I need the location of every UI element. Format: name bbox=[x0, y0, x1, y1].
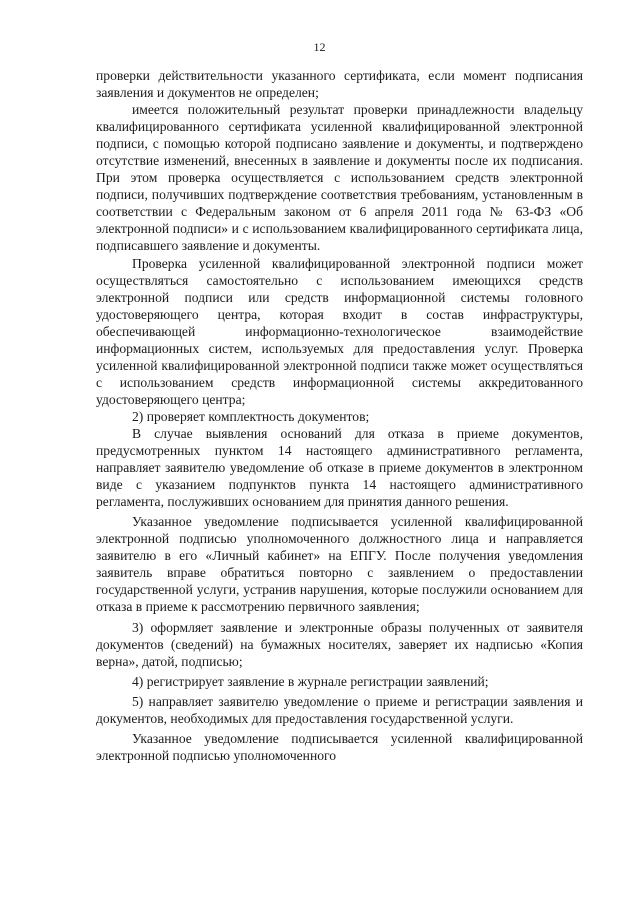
paragraph-refusal-grounds: В случае выявления оснований для отказа в приеме документов, предусмотренных пунктом 14 настоящего административного регламента, направляет заявителю уведомление об отказе в приеме документов в электронном виде с указанием подпунктов пункта 14 настоящего административного регламента, послуживших основанием для принятия данного решения. bbox=[96, 425, 583, 510]
document-body bbox=[96, 67, 583, 764]
paragraph-notification-signed-2: Указанное уведомление подписывается усиленной квалифицированной электронной подписью уполномоченного bbox=[96, 730, 583, 763]
list-item-5: 5) направляет заявителю уведомление о приеме и регистрации заявления и документов, необходимых для предоставления государственной услуги. bbox=[96, 693, 583, 726]
list-item-3: 3) оформляет заявление и электронные образы полученных от заявителя документов (сведений) на бумажных носителях, заверяет их надписью «Копия верна», датой, подписью; bbox=[96, 619, 583, 669]
paragraph-signature-verification: Проверка усиленной квалифицированной электронной подписи может осуществляться самостоятельно с использованием имеющихся средств электронной подписи или средств информационной системы головного удостоверяющего центра, которая входит в состав инфраструктуры, обеспечивающей информационно-технологическое взаимодействие информационных систем, используемых для предоставления услуг. Проверка усиленной квалифицированной электронной подписи также может осуществляться с использованием средств информационной системы аккредитованного удостоверяющего центра; bbox=[96, 255, 583, 407]
paragraph-certificate-validity: проверки действительности указанного сертификата, если момент подписания заявления и документов не определен; bbox=[96, 68, 583, 101]
paragraph-notification-signed: Указанное уведомление подписывается усиленной квалифицированной электронной подписью уполномоченного должностного лица и направляется заявителю в его «Личный кабинет» на ЕПГУ. После получения уведомления заявитель вправе обратиться повторно с заявлением о предоставлении государственной услуги, устранив нарушения, которые послужили основанием для отказа в приеме к рассмотрению первичного заявления; bbox=[96, 514, 583, 615]
list-item-4: 4) регистрирует заявление в журнале регистрации заявлений; bbox=[132, 673, 489, 689]
list-item-2: 2) проверяет комплектность документов; bbox=[132, 408, 370, 424]
page-number: 12 bbox=[313, 40, 326, 54]
paragraph-positive-check: имеется положительный результат проверки принадлежности владельцу квалифицированного сертификата усиленной квалифицированной электронной подписи, с помощью которой подписано заявление и документы, и подтверждено отсутствие изменений, внесенных в заявление и документы после их подписания. При этом проверка осуществляется с использованием средств электронной подписи, получивших подтверждение соответствия требованиям, установленным в соответствии с Федеральным законом от 6 апреля 2011 года № 63-ФЗ «Об электронной подписи» и с использованием квалифицированного сертификата лица, подписавшего заявление и документы. bbox=[96, 102, 583, 254]
